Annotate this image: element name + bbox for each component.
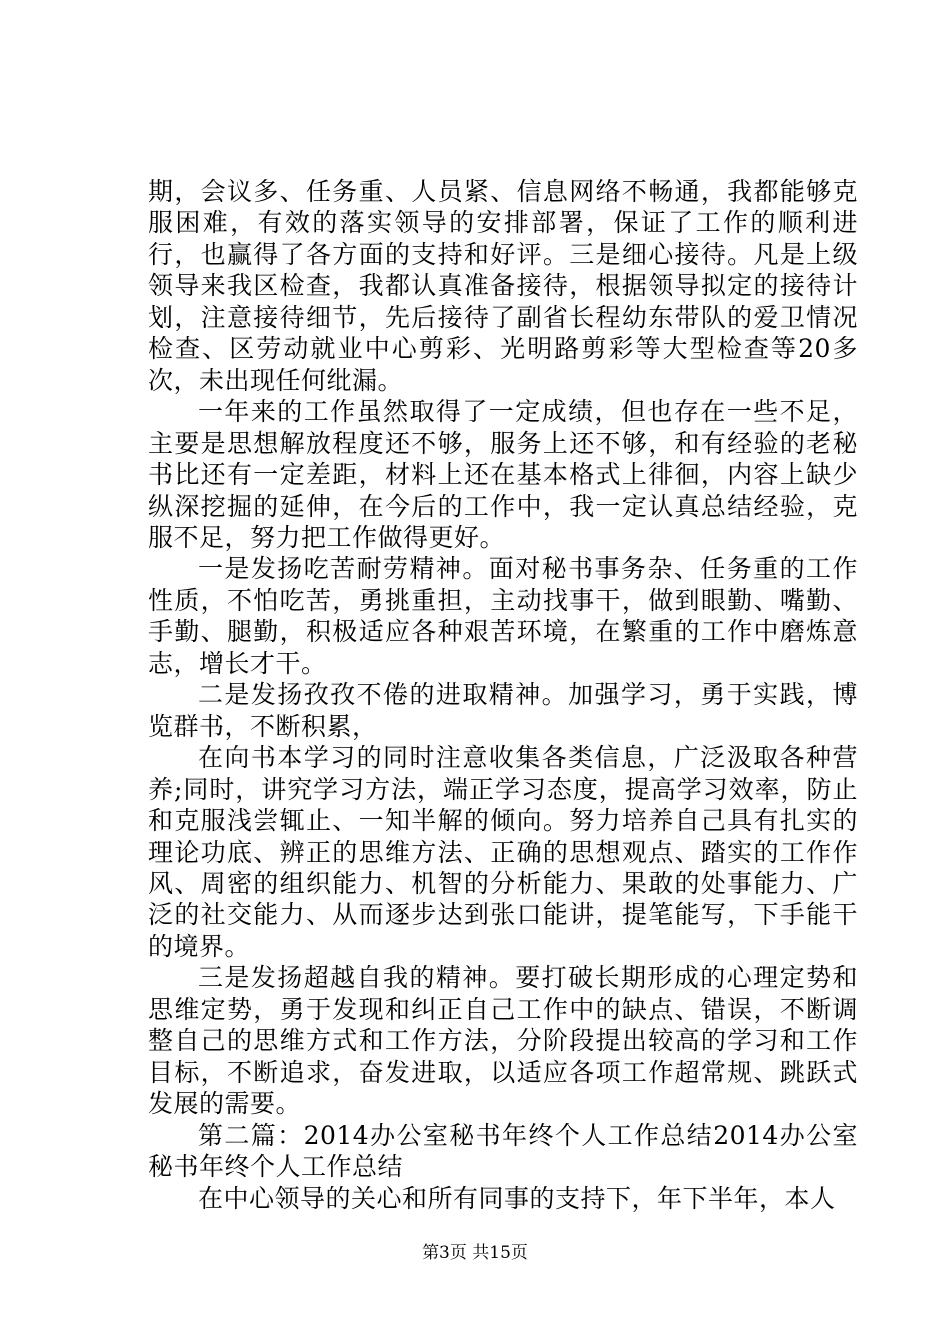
paragraph: 在中心领导的关心和所有同事的支持下，年下半年，本人 — [198, 1183, 836, 1213]
document-body — [148, 176, 858, 1214]
paragraph: 期，会议多、任务重、人员紧、信息网络不畅通，我都能够克服困难，有效的落实领导的安排部署，保证了工作的顺利进行，也赢得了各方面的支持和好评。三是细心接待。凡是上级领导来我区检查，我都认真准备接待，根据领导拟定的接待计划，注意接待细节，先后接待了副省长程幼东带队的爱卫情况检查、区劳动就业中心剪彩、光明路剪彩等大型检查等20多次，未出现任何纰漏。 — [148, 177, 858, 395]
section-heading: 第二篇：2014办公室秘书年终个人工作总结2014办公室秘书年终个人工作总结 — [148, 1120, 858, 1182]
page-number-footer: 第3页 共15页 — [422, 1243, 528, 1263]
paragraph: 三是发扬超越自我的精神。要打破长期形成的心理定势和思维定势，勇于发现和纠正自己工作中的缺点、错误，不断调整自己的思维方式和工作方法，分阶段提出较高的学习和工作目标，不断追求，奋发进取，以适应各项工作超常规、跳跃式发展的需要。 — [148, 963, 858, 1119]
paragraph: 一是发扬吃苦耐劳精神。面对秘书事务杂、任务重的工作性质，不怕吃苦，勇挑重担，主动找事干，做到眼勤、嘴勤、手勤、腿勤，积极适应各种艰苦环境，在繁重的工作中磨炼意志，增长才干。 — [148, 554, 858, 678]
paragraph: 二是发扬孜孜不倦的进取精神。加强学习，勇于实践，博览群书，不断积累， — [148, 680, 858, 741]
paragraph: 一年来的工作虽然取得了一定成绩，但也存在一些不足，主要是思想解放程度还不够，服务上还不够，和有经验的老秘书比还有一定差距，材料上还在基本格式上徘徊，内容上缺少纵深挖掘的延伸，在今后的工作中，我一定认真总结经验，克服不足，努力把工作做得更好。 — [148, 397, 858, 552]
paragraph: 在向书本学习的同时注意收集各类信息，广泛汲取各种营养;同时，讲究学习方法，端正学习态度，提高学习效率，防止和克服浅尝辄止、一知半解的倾向。努力培养自己具有扎实的理论功底、辨正的思维方法、正确的思想观点、踏实的工作作风、周密的组织能力、机智的分析能力、果敢的处事能力、广泛的社交能力、从而逐步达到张口能讲，提笔能写，下手能干的境界。 — [148, 743, 858, 961]
